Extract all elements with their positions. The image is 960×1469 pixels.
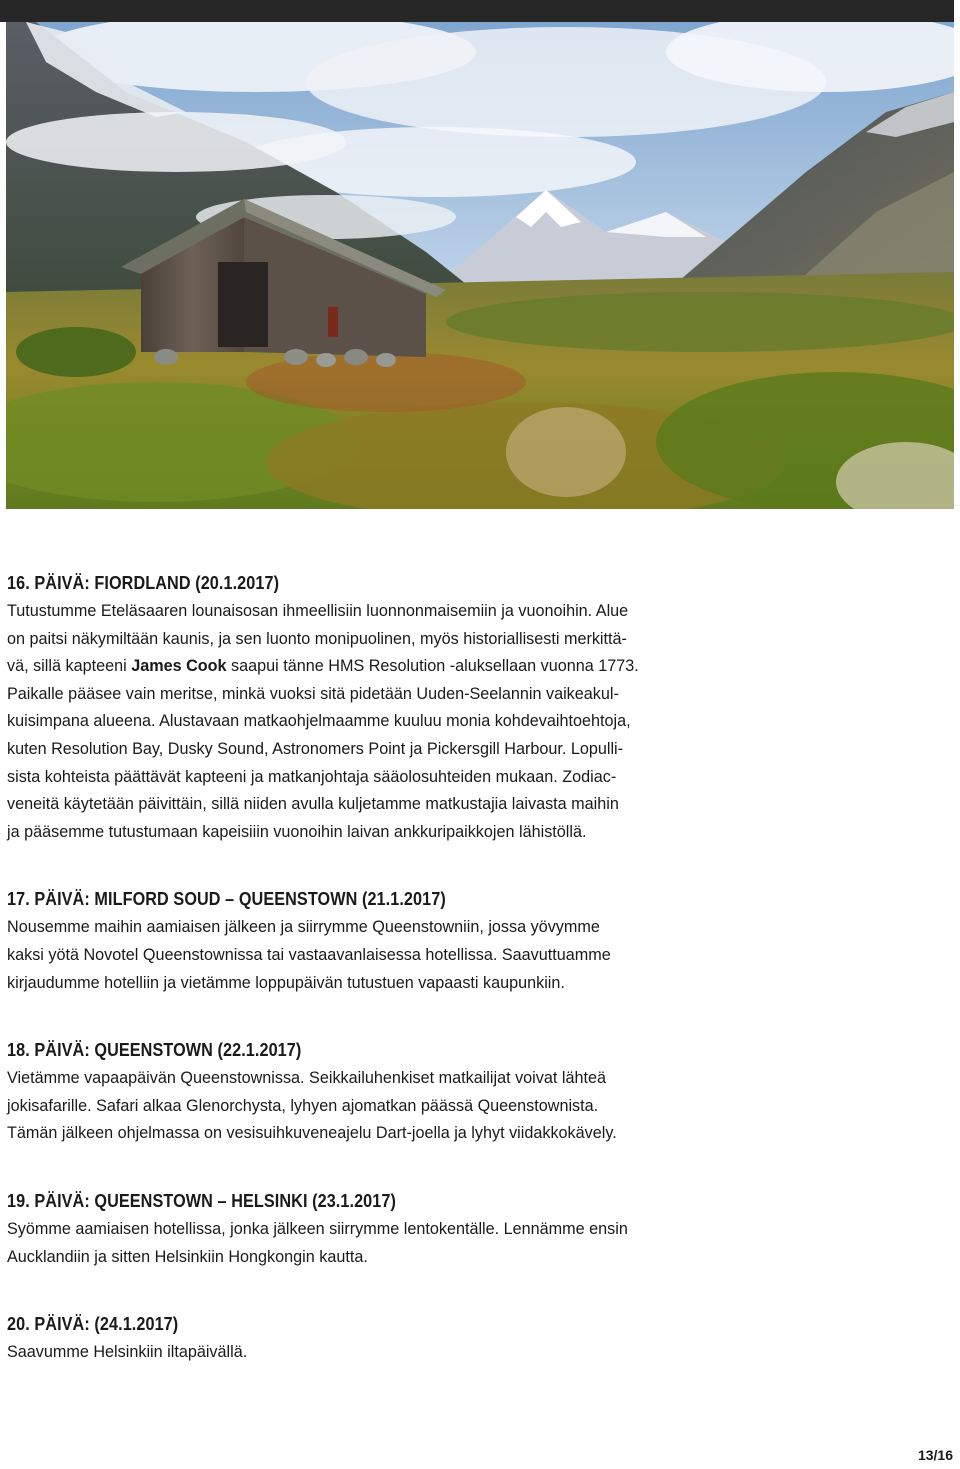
text-line: Vietämme vapaapäivän Queenstownissa. Seikkailuhenkiset matkailijat voivat lähteä bbox=[7, 1069, 606, 1088]
text-line bbox=[7, 653, 707, 681]
day-17-section bbox=[7, 884, 707, 997]
day-description bbox=[7, 1216, 707, 1271]
text-segment: vä, sillä kapteeni bbox=[7, 657, 132, 676]
day-heading: 19. PÄIVÄ: QUEENSTOWN – HELSINKI (23.1.2017) bbox=[7, 1190, 396, 1211]
text-line: Nousemme maihin aamiaisen jälkeen ja siirrymme Queenstowniin, jossa yövymme bbox=[7, 918, 600, 937]
day-heading: 18. PÄIVÄ: QUEENSTOWN (22.1.2017) bbox=[7, 1040, 302, 1061]
day-description bbox=[7, 914, 707, 997]
day-heading: 16. PÄIVÄ: FIORDLAND (20.1.2017) bbox=[7, 573, 280, 593]
text-line: on paitsi näkymiltään kaunis, ja sen luonto monipuolinen, myös historiallisesti merkittä- bbox=[7, 629, 627, 648]
highlighted-name: James Cook bbox=[131, 657, 227, 676]
top-bar bbox=[0, 0, 954, 22]
text-line: Paikalle pääsee vain meritse, minkä vuoksi sitä pidetään Uuden-Seelannin vaikeakul- bbox=[7, 684, 619, 703]
hero-photo bbox=[6, 22, 954, 509]
day-description bbox=[7, 598, 707, 846]
day-heading: 20. PÄIVÄ: (24.1.2017) bbox=[7, 1314, 179, 1335]
day-16-section bbox=[7, 568, 707, 846]
mountain-hut-illustration bbox=[6, 22, 954, 509]
text-segment: saapui tänne HMS Resolution -aluksellaan vuonna 1773. bbox=[226, 657, 639, 676]
text-line: sista kohteista päättävät kapteeni ja matkanjohtaja sääolosuhteiden mukaan. Zodiac- bbox=[7, 767, 617, 786]
text-line: jokisafarille. Safari alkaa Glenorchysta, lyhyen ajomatkan päässä Queenstownista. bbox=[7, 1096, 599, 1115]
text-line: kaksi yötä Novotel Queenstownissa tai vastaavanlaisessa hotellissa. Saavuttuamme bbox=[7, 945, 611, 964]
text-line: Syömme aamiaisen hotellissa, jonka jälkeen siirrymme lentokentälle. Lennämme ensin bbox=[7, 1219, 628, 1238]
text-line: Tämän jälkeen ohjelmassa on vesisuihkuveneajelu Dart-joella ja lyhyt viidakkokävely. bbox=[7, 1124, 617, 1143]
day-20-section bbox=[7, 1309, 707, 1367]
text-line: Saavumme Helsinkiin iltapäivällä. bbox=[7, 1343, 248, 1362]
text-line: kuisimpana alueena. Alustavaan matkaohjelmaamme kuuluu monia kohdevaihtoehtoja, bbox=[7, 712, 631, 731]
day-heading: 17. PÄIVÄ: MILFORD SOUD – QUEENSTOWN (21.1.2017) bbox=[7, 889, 446, 910]
day-19-section bbox=[7, 1186, 707, 1271]
day-18-section bbox=[7, 1035, 707, 1148]
text-line: kirjaudumme hotelliin ja vietämme loppupäivän tutustuen vapaasti kaupunkiin. bbox=[7, 973, 565, 992]
text-line: ja pääsemme tutustumaan kapeisiiin vuonoihin laivan ankkuripaikkojen lähistöllä. bbox=[7, 822, 587, 841]
day-description bbox=[7, 1065, 707, 1148]
day-description bbox=[7, 1339, 707, 1367]
text-line: veneitä käytetään päivittäin, sillä niiden avulla kuljetamme matkustajia laivasta maihin bbox=[7, 795, 619, 814]
itinerary bbox=[7, 568, 707, 1405]
text-line: kuten Resolution Bay, Dusky Sound, Astronomers Point ja Pickersgill Harbour. Lopulli- bbox=[7, 739, 624, 758]
text-line: Tutustumme Eteläsaaren lounaisosan ihmeellisiin luonnonmaisemiin ja vuonoihin. Alue bbox=[7, 602, 629, 620]
text-line: Aucklandiin ja sitten Helsinkiin Hongkongin kautta. bbox=[7, 1247, 368, 1266]
page-number: 13/16 bbox=[917, 1447, 953, 1463]
